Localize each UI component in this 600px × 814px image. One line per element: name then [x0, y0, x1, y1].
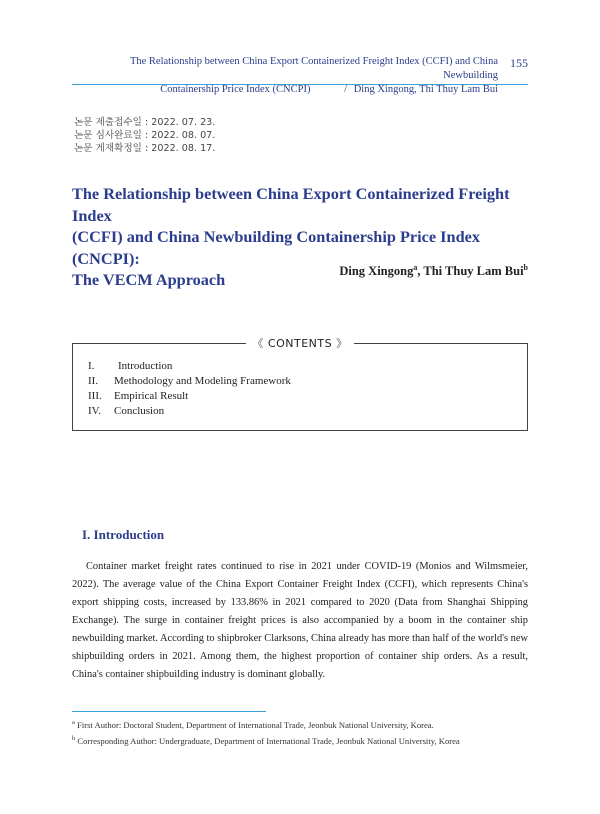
- footnote-divider: [72, 711, 266, 712]
- author-line: [339, 263, 528, 279]
- date-accepted: 논문 게재확정일 : 2022. 08. 17.: [74, 143, 216, 154]
- date-reviewed: 논문 심사완료일 : 2022. 08. 07.: [74, 130, 216, 141]
- page-number: 155: [510, 56, 528, 70]
- footnote-mark: b: [72, 734, 76, 742]
- toc-number: IV.: [88, 405, 101, 417]
- author-1: Ding Xingong: [339, 264, 414, 279]
- author-separator: ,: [417, 264, 424, 279]
- toc-text: Conclusion: [114, 405, 165, 417]
- intro-paragraph: Container market freight rates continued to rise in 2021 under COVID-19 (Monios and Wilmsmeier, 2022). The average value of the China Export Container Freight Index (CCFI), which represents China's export shipping costs, increased by 133.86% in 2021 compared to 2020 (Data from Shanghai Shipping Exchange). The surge in container freight prices is also accompanied by a boom in the container ship newbuilding market. According to shipbroker Clarksons, China already has more than half of the world's new shipbuilding orders in 2021. Among them, the highest proportion of container ship orders. As a result, China's container shipbuilding industry is dominant globally.: [72, 561, 528, 680]
- table-of-contents: [88, 359, 291, 419]
- footnote: [72, 716, 532, 732]
- footnote-mark: a: [72, 719, 75, 726]
- toc-item: [88, 374, 291, 389]
- toc-item: [88, 389, 291, 404]
- author-2: Thi Thuy Lam Bui: [423, 264, 524, 279]
- running-head-line2: Containership Price Index (CNCPI) / Ding Xingong, Thi Thuy Lam Bui: [160, 84, 498, 95]
- submission-dates: [74, 116, 215, 155]
- toc-number: III.: [88, 390, 102, 402]
- footnote: [72, 732, 532, 748]
- toc-number: I.: [88, 360, 95, 372]
- toc-item: [88, 359, 291, 374]
- toc-number: II.: [88, 375, 99, 387]
- footnotes: [72, 716, 532, 748]
- title-line3: The VECM Approach: [72, 270, 226, 289]
- contents-label: 《 CONTENTS 》: [246, 337, 353, 350]
- date-submitted: 논문 제출접수일 : 2022. 07. 23.: [74, 117, 216, 128]
- running-head: [80, 55, 498, 97]
- title-line1: The Relationship between China Export Containerized Freight Index: [72, 184, 510, 225]
- toc-text: Introduction: [118, 360, 173, 372]
- section-heading: I. Introduction: [82, 527, 165, 542]
- header-divider: [72, 84, 528, 85]
- toc-text: Empirical Result: [114, 390, 189, 402]
- author-1-mark: a: [413, 263, 418, 272]
- running-head-title-end: Containership Price Index (CNCPI): [160, 84, 311, 95]
- running-head-authors: Ding Xingong, Thi Thuy Lam Bui: [353, 84, 498, 95]
- toc-item: [88, 404, 291, 419]
- title-line2: (CCFI) and China Newbuilding Containership Price Index (CNCPI):: [72, 227, 480, 268]
- footnote-text: First Author: Doctoral Student, Department of International Trade, Jeonbuk National University, Korea.: [77, 719, 434, 730]
- toc-text: Methodology and Modeling Framework: [114, 375, 291, 387]
- footnote-text: Corresponding Author: Undergraduate, Department of International Trade, Jeonbuk National University, Korea: [77, 735, 460, 746]
- running-head-line1: The Relationship between China Export Containerized Freight Index (CCFI) and China Newbuilding: [129, 56, 498, 81]
- body-text: [72, 558, 528, 684]
- author-2-mark: b: [523, 263, 528, 272]
